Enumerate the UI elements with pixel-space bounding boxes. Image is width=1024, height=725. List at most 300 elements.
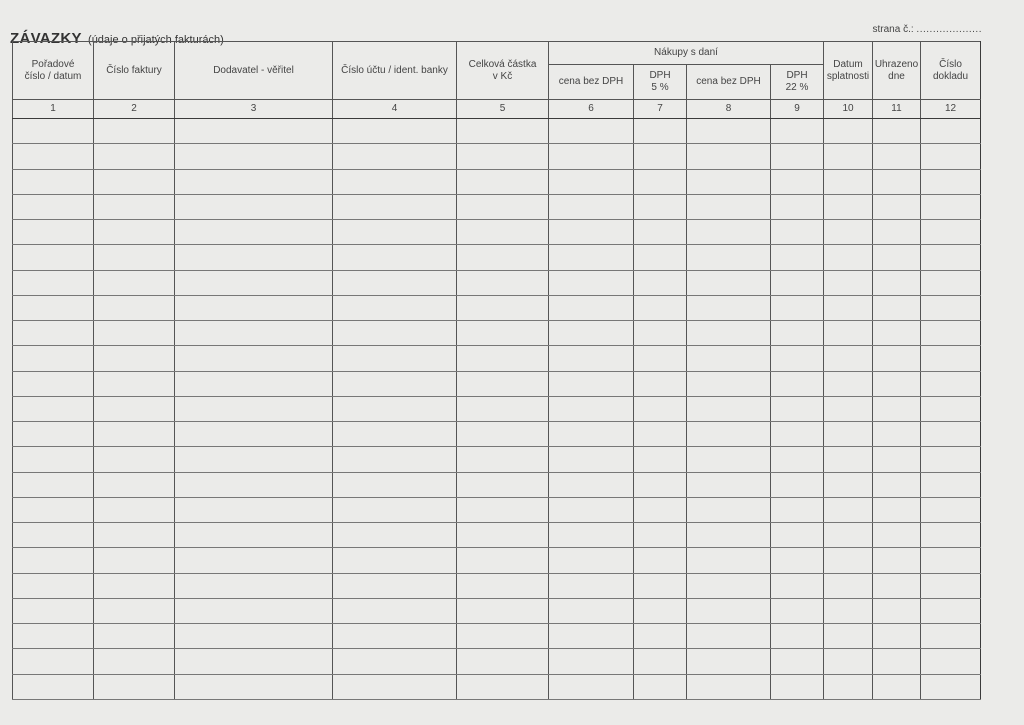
ledger-cell[interactable]	[824, 548, 873, 573]
ledger-cell[interactable]	[13, 220, 94, 245]
ledger-cell[interactable]	[873, 598, 921, 623]
ledger-cell[interactable]	[457, 220, 549, 245]
ledger-cell[interactable]	[873, 674, 921, 700]
ledger-cell[interactable]	[771, 321, 824, 346]
ledger-cell[interactable]	[549, 371, 634, 396]
ledger-cell[interactable]	[921, 523, 981, 548]
ledger-cell[interactable]	[921, 472, 981, 497]
ledger-cell[interactable]	[824, 144, 873, 169]
page-number-blank[interactable]: ....................	[916, 24, 982, 35]
ledger-cell[interactable]	[94, 497, 175, 522]
ledger-cell[interactable]	[175, 573, 333, 598]
ledger-cell[interactable]	[634, 523, 687, 548]
column-number: 11	[873, 100, 921, 119]
column-header-7: DPH 5 %	[634, 65, 687, 100]
ledger-cell[interactable]	[333, 598, 457, 623]
ledger-cell[interactable]	[13, 573, 94, 598]
ledger-cell[interactable]	[333, 674, 457, 700]
ledger-cell[interactable]	[873, 422, 921, 447]
ledger-cell[interactable]	[333, 523, 457, 548]
column-number: 2	[94, 100, 175, 119]
ledger-cell[interactable]	[687, 447, 771, 472]
ledger-cell[interactable]	[549, 245, 634, 270]
ledger-cell[interactable]	[549, 346, 634, 371]
ledger-cell[interactable]	[549, 194, 634, 219]
ledger-cell[interactable]	[13, 295, 94, 320]
ledger-cell[interactable]	[333, 220, 457, 245]
ledger-cell[interactable]	[824, 270, 873, 295]
ledger-cell[interactable]	[687, 119, 771, 144]
ledger-cell[interactable]	[921, 245, 981, 270]
ledger-cell[interactable]	[549, 624, 634, 649]
ledger-cell[interactable]	[634, 371, 687, 396]
ledger-cell[interactable]	[333, 472, 457, 497]
ledger-cell[interactable]	[921, 598, 981, 623]
ledger-cell[interactable]	[457, 624, 549, 649]
ledger-cell[interactable]	[13, 270, 94, 295]
ledger-cell[interactable]	[333, 447, 457, 472]
ledger-cell[interactable]	[94, 598, 175, 623]
ledger-cell[interactable]	[457, 169, 549, 194]
ledger-cell[interactable]	[771, 472, 824, 497]
ledger-cell[interactable]	[333, 144, 457, 169]
ledger-cell[interactable]	[687, 321, 771, 346]
ledger-cell[interactable]	[457, 371, 549, 396]
ledger-cell[interactable]	[824, 169, 873, 194]
ledger-cell[interactable]	[549, 220, 634, 245]
ledger-cell[interactable]	[13, 548, 94, 573]
ledger-cell[interactable]	[921, 422, 981, 447]
column-header-1: Pořadové číslo / datum	[13, 42, 94, 100]
ledger-cell[interactable]	[175, 220, 333, 245]
ledger-cell[interactable]	[94, 624, 175, 649]
ledger-cell[interactable]	[549, 169, 634, 194]
ledger-cell[interactable]	[771, 169, 824, 194]
ledger-cell[interactable]	[13, 447, 94, 472]
ledger-cell[interactable]	[13, 523, 94, 548]
ledger-cell[interactable]	[13, 649, 94, 674]
ledger-cell[interactable]	[94, 649, 175, 674]
ledger-cell[interactable]	[687, 598, 771, 623]
ledger-cell[interactable]	[687, 194, 771, 219]
ledger-cell[interactable]	[873, 548, 921, 573]
ledger-cell[interactable]	[771, 270, 824, 295]
ledger-cell[interactable]	[549, 447, 634, 472]
ledger-cell[interactable]	[771, 523, 824, 548]
ledger-cell[interactable]	[921, 346, 981, 371]
ledger-cell[interactable]	[457, 422, 549, 447]
ledger-cell[interactable]	[175, 472, 333, 497]
ledger-cell[interactable]	[873, 321, 921, 346]
ledger-cell[interactable]	[824, 497, 873, 522]
ledger-cell[interactable]	[824, 447, 873, 472]
ledger-cell[interactable]	[824, 321, 873, 346]
ledger-cell[interactable]	[687, 144, 771, 169]
ledger-cell[interactable]	[175, 422, 333, 447]
ledger-cell[interactable]	[94, 548, 175, 573]
ledger-cell[interactable]	[549, 573, 634, 598]
column-number: 3	[175, 100, 333, 119]
ledger-cell[interactable]	[94, 295, 175, 320]
ledger-cell[interactable]	[333, 321, 457, 346]
ledger-cell[interactable]	[549, 270, 634, 295]
column-header-6: cena bez DPH	[549, 65, 634, 100]
ledger-cell[interactable]	[824, 598, 873, 623]
ledger-cell[interactable]	[873, 295, 921, 320]
ledger-row	[13, 523, 981, 548]
ledger-cell[interactable]	[921, 573, 981, 598]
ledger-cell[interactable]	[333, 169, 457, 194]
ledger-cell[interactable]	[687, 346, 771, 371]
ledger-cell[interactable]	[549, 396, 634, 421]
ledger-cell[interactable]	[634, 245, 687, 270]
ledger-cell[interactable]	[873, 472, 921, 497]
ledger-cell[interactable]	[94, 144, 175, 169]
ledger-cell[interactable]	[687, 396, 771, 421]
ledger-cell[interactable]	[687, 295, 771, 320]
ledger-cell[interactable]	[13, 396, 94, 421]
ledger-row	[13, 295, 981, 320]
ledger-cell[interactable]	[94, 220, 175, 245]
ledger-cell[interactable]	[634, 396, 687, 421]
ledger-cell[interactable]	[94, 321, 175, 346]
ledger-cell[interactable]	[771, 371, 824, 396]
ledger-cell[interactable]	[13, 371, 94, 396]
page-number-field[interactable]	[873, 24, 983, 35]
ledger-cell[interactable]	[634, 447, 687, 472]
column-number: 6	[549, 100, 634, 119]
ledger-cell[interactable]	[687, 497, 771, 522]
ledger-cell[interactable]	[457, 346, 549, 371]
ledger-cell[interactable]	[175, 396, 333, 421]
ledger-cell[interactable]	[873, 649, 921, 674]
ledger-cell[interactable]	[549, 144, 634, 169]
ledger-cell[interactable]	[771, 194, 824, 219]
ledger-cell[interactable]	[824, 245, 873, 270]
ledger-cell[interactable]	[824, 220, 873, 245]
ledger-cell[interactable]	[457, 119, 549, 144]
form-title-main: ZÁVAZKY	[10, 30, 82, 47]
ledger-cell[interactable]	[771, 447, 824, 472]
ledger-cell[interactable]	[873, 194, 921, 219]
ledger-cell[interactable]	[634, 295, 687, 320]
ledger-cell[interactable]	[824, 295, 873, 320]
ledger-cell[interactable]	[634, 573, 687, 598]
ledger-cell[interactable]	[921, 220, 981, 245]
ledger-cell[interactable]	[921, 144, 981, 169]
ledger-cell[interactable]	[771, 220, 824, 245]
ledger-cell[interactable]	[333, 245, 457, 270]
ledger-cell[interactable]	[634, 472, 687, 497]
ledger-cell[interactable]	[175, 624, 333, 649]
ledger-cell[interactable]	[175, 371, 333, 396]
ledger-cell[interactable]	[687, 169, 771, 194]
ledger-row	[13, 548, 981, 573]
ledger-cell[interactable]	[175, 649, 333, 674]
ledger-cell[interactable]	[771, 346, 824, 371]
ledger-cell[interactable]	[333, 649, 457, 674]
ledger-cell[interactable]	[94, 422, 175, 447]
ledger-cell[interactable]	[771, 144, 824, 169]
ledger-cell[interactable]	[634, 674, 687, 700]
ledger-cell[interactable]	[921, 371, 981, 396]
ledger-cell[interactable]	[873, 144, 921, 169]
ledger-cell[interactable]	[333, 119, 457, 144]
ledger-cell[interactable]	[175, 270, 333, 295]
ledger-cell[interactable]	[634, 270, 687, 295]
ledger-cell[interactable]	[549, 119, 634, 144]
ledger-cell[interactable]	[549, 472, 634, 497]
ledger-cell[interactable]	[634, 497, 687, 522]
ledger-cell[interactable]	[771, 649, 824, 674]
ledger-cell[interactable]	[771, 396, 824, 421]
ledger-cell[interactable]	[457, 447, 549, 472]
ledger-cell[interactable]	[94, 472, 175, 497]
ledger-cell[interactable]	[175, 447, 333, 472]
ledger-cell[interactable]	[175, 144, 333, 169]
ledger-row	[13, 194, 981, 219]
ledger-cell[interactable]	[175, 169, 333, 194]
ledger-cell[interactable]	[921, 396, 981, 421]
ledger-cell[interactable]	[333, 346, 457, 371]
ledger-cell[interactable]	[824, 649, 873, 674]
column-number: 8	[687, 100, 771, 119]
ledger-cell[interactable]	[824, 371, 873, 396]
ledger-cell[interactable]	[549, 422, 634, 447]
ledger-cell[interactable]	[175, 674, 333, 700]
ledger-cell[interactable]	[175, 548, 333, 573]
column-header-8: cena bez DPH	[687, 65, 771, 100]
ledger-cell[interactable]	[873, 245, 921, 270]
column-header-9: DPH 22 %	[771, 65, 824, 100]
ledger-cell[interactable]	[687, 270, 771, 295]
ledger-cell[interactable]	[824, 624, 873, 649]
ledger-cell[interactable]	[921, 295, 981, 320]
ledger-cell[interactable]	[457, 548, 549, 573]
ledger-cell[interactable]	[634, 624, 687, 649]
ledger-cell[interactable]	[687, 523, 771, 548]
column-number-row	[13, 100, 981, 119]
ledger-cell[interactable]	[771, 497, 824, 522]
ledger-cell[interactable]	[921, 497, 981, 522]
ledger-cell[interactable]	[771, 674, 824, 700]
ledger-cell[interactable]	[457, 674, 549, 700]
ledger-cell[interactable]	[457, 573, 549, 598]
ledger-cell[interactable]	[873, 119, 921, 144]
ledger-cell[interactable]	[771, 573, 824, 598]
ledger-cell[interactable]	[687, 674, 771, 700]
ledger-cell[interactable]	[873, 447, 921, 472]
ledger-cell[interactable]	[873, 371, 921, 396]
ledger-cell[interactable]	[634, 422, 687, 447]
ledger-cell[interactable]	[634, 144, 687, 169]
ledger-cell[interactable]	[13, 169, 94, 194]
ledger-cell[interactable]	[175, 321, 333, 346]
ledger-cell[interactable]	[634, 119, 687, 144]
ledger-cell[interactable]	[549, 523, 634, 548]
ledger-cell[interactable]	[457, 523, 549, 548]
ledger-cell[interactable]	[333, 548, 457, 573]
ledger-cell[interactable]	[457, 598, 549, 623]
ledger-cell[interactable]	[921, 674, 981, 700]
ledger-cell[interactable]	[771, 422, 824, 447]
ledger-cell[interactable]	[771, 245, 824, 270]
ledger-cell[interactable]	[457, 497, 549, 522]
ledger-cell[interactable]	[333, 371, 457, 396]
ledger-cell[interactable]	[13, 422, 94, 447]
ledger-cell[interactable]	[921, 624, 981, 649]
ledger-row	[13, 371, 981, 396]
ledger-cell[interactable]	[457, 144, 549, 169]
ledger-cell[interactable]	[175, 598, 333, 623]
ledger-cell[interactable]	[13, 346, 94, 371]
ledger-cell[interactable]	[94, 169, 175, 194]
ledger-cell[interactable]	[549, 598, 634, 623]
ledger-cell[interactable]	[634, 598, 687, 623]
ledger-cell[interactable]	[549, 321, 634, 346]
ledger-row	[13, 472, 981, 497]
ledger-cell[interactable]	[873, 624, 921, 649]
ledger-cell[interactable]	[921, 119, 981, 144]
ledger-cell[interactable]	[333, 270, 457, 295]
ledger-cell[interactable]	[921, 649, 981, 674]
ledger-cell[interactable]	[687, 548, 771, 573]
ledger-cell[interactable]	[175, 523, 333, 548]
ledger-cell[interactable]	[634, 649, 687, 674]
ledger-cell[interactable]	[824, 573, 873, 598]
ledger-cell[interactable]	[873, 396, 921, 421]
ledger-cell[interactable]	[13, 144, 94, 169]
ledger-cell[interactable]	[333, 497, 457, 522]
ledger-cell[interactable]	[824, 396, 873, 421]
ledger-cell[interactable]	[333, 624, 457, 649]
ledger-cell[interactable]	[634, 194, 687, 219]
ledger-cell[interactable]	[687, 245, 771, 270]
ledger-cell[interactable]	[94, 119, 175, 144]
ledger-cell[interactable]	[921, 548, 981, 573]
ledger-cell[interactable]	[13, 674, 94, 700]
ledger-cell[interactable]	[873, 497, 921, 522]
ledger-cell[interactable]	[824, 674, 873, 700]
ledger-cell[interactable]	[549, 674, 634, 700]
ledger-cell[interactable]	[873, 270, 921, 295]
ledger-cell[interactable]	[13, 119, 94, 144]
ledger-cell[interactable]	[13, 497, 94, 522]
ledger-cell[interactable]	[457, 194, 549, 219]
ledger-cell[interactable]	[549, 649, 634, 674]
ledger-cell[interactable]	[333, 573, 457, 598]
ledger-cell[interactable]	[94, 270, 175, 295]
ledger-cell[interactable]	[13, 194, 94, 219]
ledger-cell[interactable]	[94, 346, 175, 371]
ledger-cell[interactable]	[634, 548, 687, 573]
ledger-cell[interactable]	[94, 447, 175, 472]
ledger-cell[interactable]	[549, 497, 634, 522]
ledger-cell[interactable]	[333, 396, 457, 421]
ledger-cell[interactable]	[549, 548, 634, 573]
ledger-cell[interactable]	[333, 295, 457, 320]
ledger-cell[interactable]	[13, 472, 94, 497]
ledger-cell[interactable]	[921, 270, 981, 295]
ledger-cell[interactable]	[824, 422, 873, 447]
ledger-cell[interactable]	[94, 194, 175, 219]
ledger-cell[interactable]	[824, 119, 873, 144]
ledger-cell[interactable]	[457, 649, 549, 674]
ledger-cell[interactable]	[687, 573, 771, 598]
ledger-cell[interactable]	[457, 245, 549, 270]
ledger-cell[interactable]	[457, 321, 549, 346]
ledger-cell[interactable]	[771, 119, 824, 144]
page-number-label: strana č.:	[872, 24, 914, 35]
ledger-cell[interactable]	[634, 321, 687, 346]
ledger-cell[interactable]	[873, 573, 921, 598]
ledger-cell[interactable]	[771, 295, 824, 320]
ledger-cell[interactable]	[175, 119, 333, 144]
ledger-cell[interactable]	[94, 523, 175, 548]
ledger-cell[interactable]	[687, 624, 771, 649]
ledger-cell[interactable]	[94, 674, 175, 700]
ledger-cell[interactable]	[771, 548, 824, 573]
ledger-cell[interactable]	[457, 270, 549, 295]
ledger-cell[interactable]	[457, 396, 549, 421]
ledger-cell[interactable]	[94, 396, 175, 421]
ledger-cell[interactable]	[13, 245, 94, 270]
ledger-cell[interactable]	[687, 422, 771, 447]
ledger-cell[interactable]	[687, 649, 771, 674]
ledger-cell[interactable]	[824, 194, 873, 219]
ledger-cell[interactable]	[94, 245, 175, 270]
ledger-row	[13, 245, 981, 270]
ledger-cell[interactable]	[457, 472, 549, 497]
ledger-cell[interactable]	[771, 624, 824, 649]
ledger-cell[interactable]	[873, 523, 921, 548]
ledger-cell[interactable]	[921, 447, 981, 472]
ledger-cell[interactable]	[175, 194, 333, 219]
ledger-cell[interactable]	[333, 194, 457, 219]
ledger-cell[interactable]	[13, 598, 94, 623]
ledger-cell[interactable]	[873, 220, 921, 245]
ledger-cell[interactable]	[921, 169, 981, 194]
ledger-cell[interactable]	[824, 346, 873, 371]
ledger-cell[interactable]	[175, 497, 333, 522]
ledger-cell[interactable]	[457, 295, 549, 320]
ledger-cell[interactable]	[824, 472, 873, 497]
ledger-cell[interactable]	[873, 346, 921, 371]
ledger-cell[interactable]	[94, 573, 175, 598]
ledger-cell[interactable]	[873, 169, 921, 194]
ledger-cell[interactable]	[175, 295, 333, 320]
ledger-cell[interactable]	[175, 245, 333, 270]
ledger-row	[13, 119, 981, 144]
ledger-cell[interactable]	[333, 422, 457, 447]
ledger-cell[interactable]	[634, 169, 687, 194]
ledger-cell[interactable]	[175, 346, 333, 371]
ledger-cell[interactable]	[921, 194, 981, 219]
ledger-cell[interactable]	[771, 598, 824, 623]
ledger-cell[interactable]	[634, 346, 687, 371]
ledger-cell[interactable]	[824, 523, 873, 548]
ledger-cell[interactable]	[687, 220, 771, 245]
ledger-cell[interactable]	[687, 371, 771, 396]
ledger-cell[interactable]	[13, 624, 94, 649]
ledger-cell[interactable]	[13, 321, 94, 346]
ledger-cell[interactable]	[687, 472, 771, 497]
ledger-cell[interactable]	[94, 371, 175, 396]
ledger-cell[interactable]	[634, 220, 687, 245]
ledger-cell[interactable]	[921, 321, 981, 346]
column-number: 7	[634, 100, 687, 119]
ledger-cell[interactable]	[549, 295, 634, 320]
